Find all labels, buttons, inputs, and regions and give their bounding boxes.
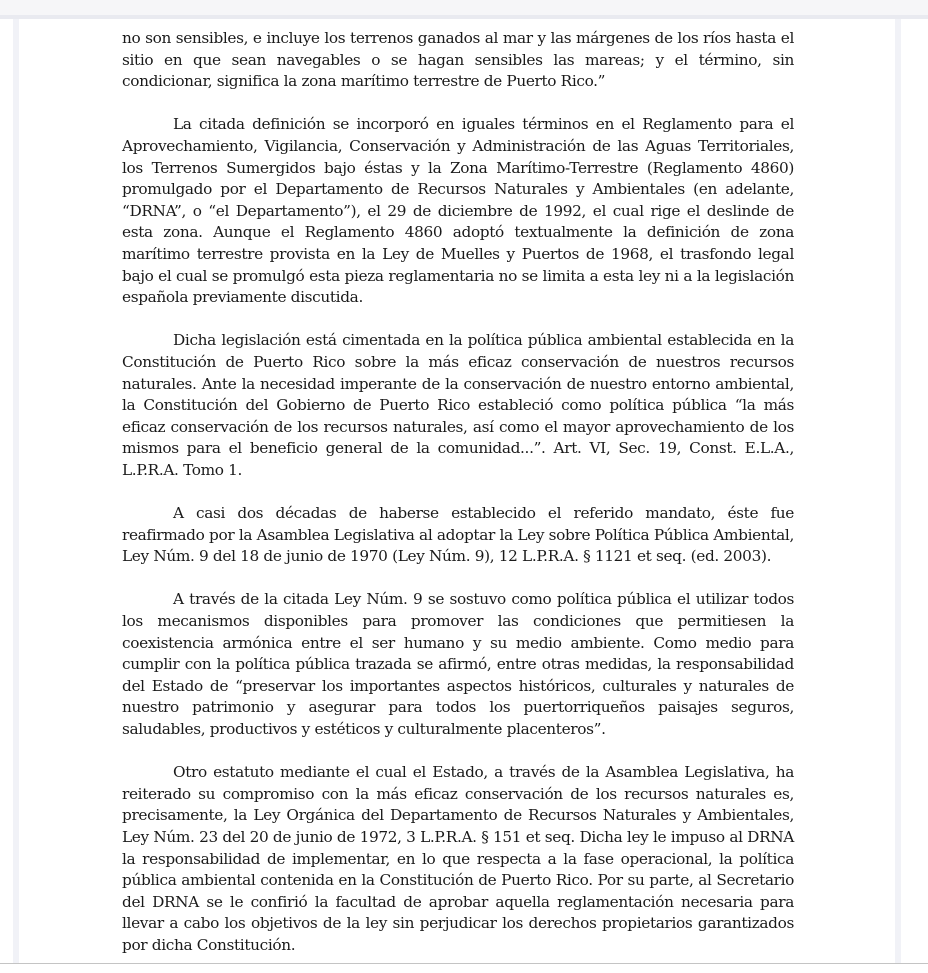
paragraph-ley-9-reafirmado: A casi dos décadas de haberse establecido el referido mandato, éste fue reafirmado por la Asamblea Legislativa al adoptar la Ley sobre Política Pública Ambiental, Ley Núm. 9 del 18 de junio de 1970 (Ley Núm. 9), 12 L.P.R.A. § 1121 et seq. (ed. 2003). — [122, 504, 794, 566]
paragraph-ley-organica-drna: Otro estatuto mediante el cual el Estado, a través de la Asamblea Legislativa, ha reiterado su compromiso con la más eficaz conservación de los recursos naturales es, precisamente, la Ley Orgánica del Departamento de Recursos Naturales y Ambientales, Ley Núm. 23 del 20 de junio de 1972, 3 L.P.R.A. § 151 et seq. Dicha ley le impuso al DRNA la responsabilidad de implementar, en lo que respecta a la fase operacional, la política pública ambiental contenida en la Constitución de Puerto Rico. Por su parte, al Secretario del DRNA se le confirió la facultad de aprobar aquella reglamentación necesaria para llevar a cabo los objetivos de la ley sin perjudicar los derechos propietarios garantizados por dicha Constitución. — [122, 763, 794, 954]
page-bottom-divider — [0, 963, 928, 964]
document-page — [19, 19, 895, 963]
document-body — [122, 28, 794, 957]
paragraph-constitucion: Dicha legislación está cimentada en la política pública ambiental establecida en la Constitución de Puerto Rico sobre la más eficaz conservación de nuestros recursos naturales. Ante la necesidad imperante de la conservación de nuestro entorno ambiental, la Constitución del Gobierno de Puerto Rico estableció como política pública “la más eficaz conservación de los recursos naturales, así como el mayor aprovechamiento de los mismos para el beneficio general de la comunidad...”. Art. VI, Sec. 19, Const. E.L.A., L.P.R.A. Tomo 1. — [122, 331, 794, 479]
paragraph-continuation: no son sensibles, e incluye los terrenos ganados al mar y las márgenes de los ríos hasta el sitio en que sean navegables o se hagan sensibles las mareas; y el término, sin condicionar, significa la zona marítimo terrestre de Puerto Rico.” — [122, 29, 794, 91]
paragraph-reglamento-4860: La citada definición se incorporó en iguales términos en el Reglamento para el Aprovechamiento, Vigilancia, Conservación y Administración de las Aguas Territoriales, los Terrenos Sumergidos bajo éstas y la Zona Marítimo-Terrestre (Reglamento 4860) promulgado por el Departamento de Recursos Naturales y Ambientales (en adelante, “DRNA”, o “el Departamento”), el 29 de diciembre de 1992, el cual rige el deslinde de esta zona. Aunque el Reglamento 4860 adoptó textualmente la definición de zona marítimo terrestre provista en la Ley de Muelles y Puertos de 1968, el trasfondo legal bajo el cual se promulgó esta pieza reglamentaria no se limita a esta ley ni a la legislación española previamente discutida. — [122, 115, 794, 307]
page-right-edge — [895, 19, 901, 963]
paragraph-ley-9-politica: A través de la citada Ley Núm. 9 se sostuvo como política pública el utilizar todos los mecanismos disponibles para promover las condiciones que permitiesen la coexistencia armónica entre el ser humano y su medio ambiente. Como medio para cumplir con la política pública trazada se afirmó, entre otras medidas, la responsabilidad del Estado de “preservar los importantes aspectos históricos, culturales y naturales de nuestro patrimonio y asegurar para todos los puertorriqueños paisajes seguros, saludables, productivos y estéticos y culturalmente placenteros”. — [122, 590, 794, 738]
viewer-top-band — [0, 0, 928, 15]
